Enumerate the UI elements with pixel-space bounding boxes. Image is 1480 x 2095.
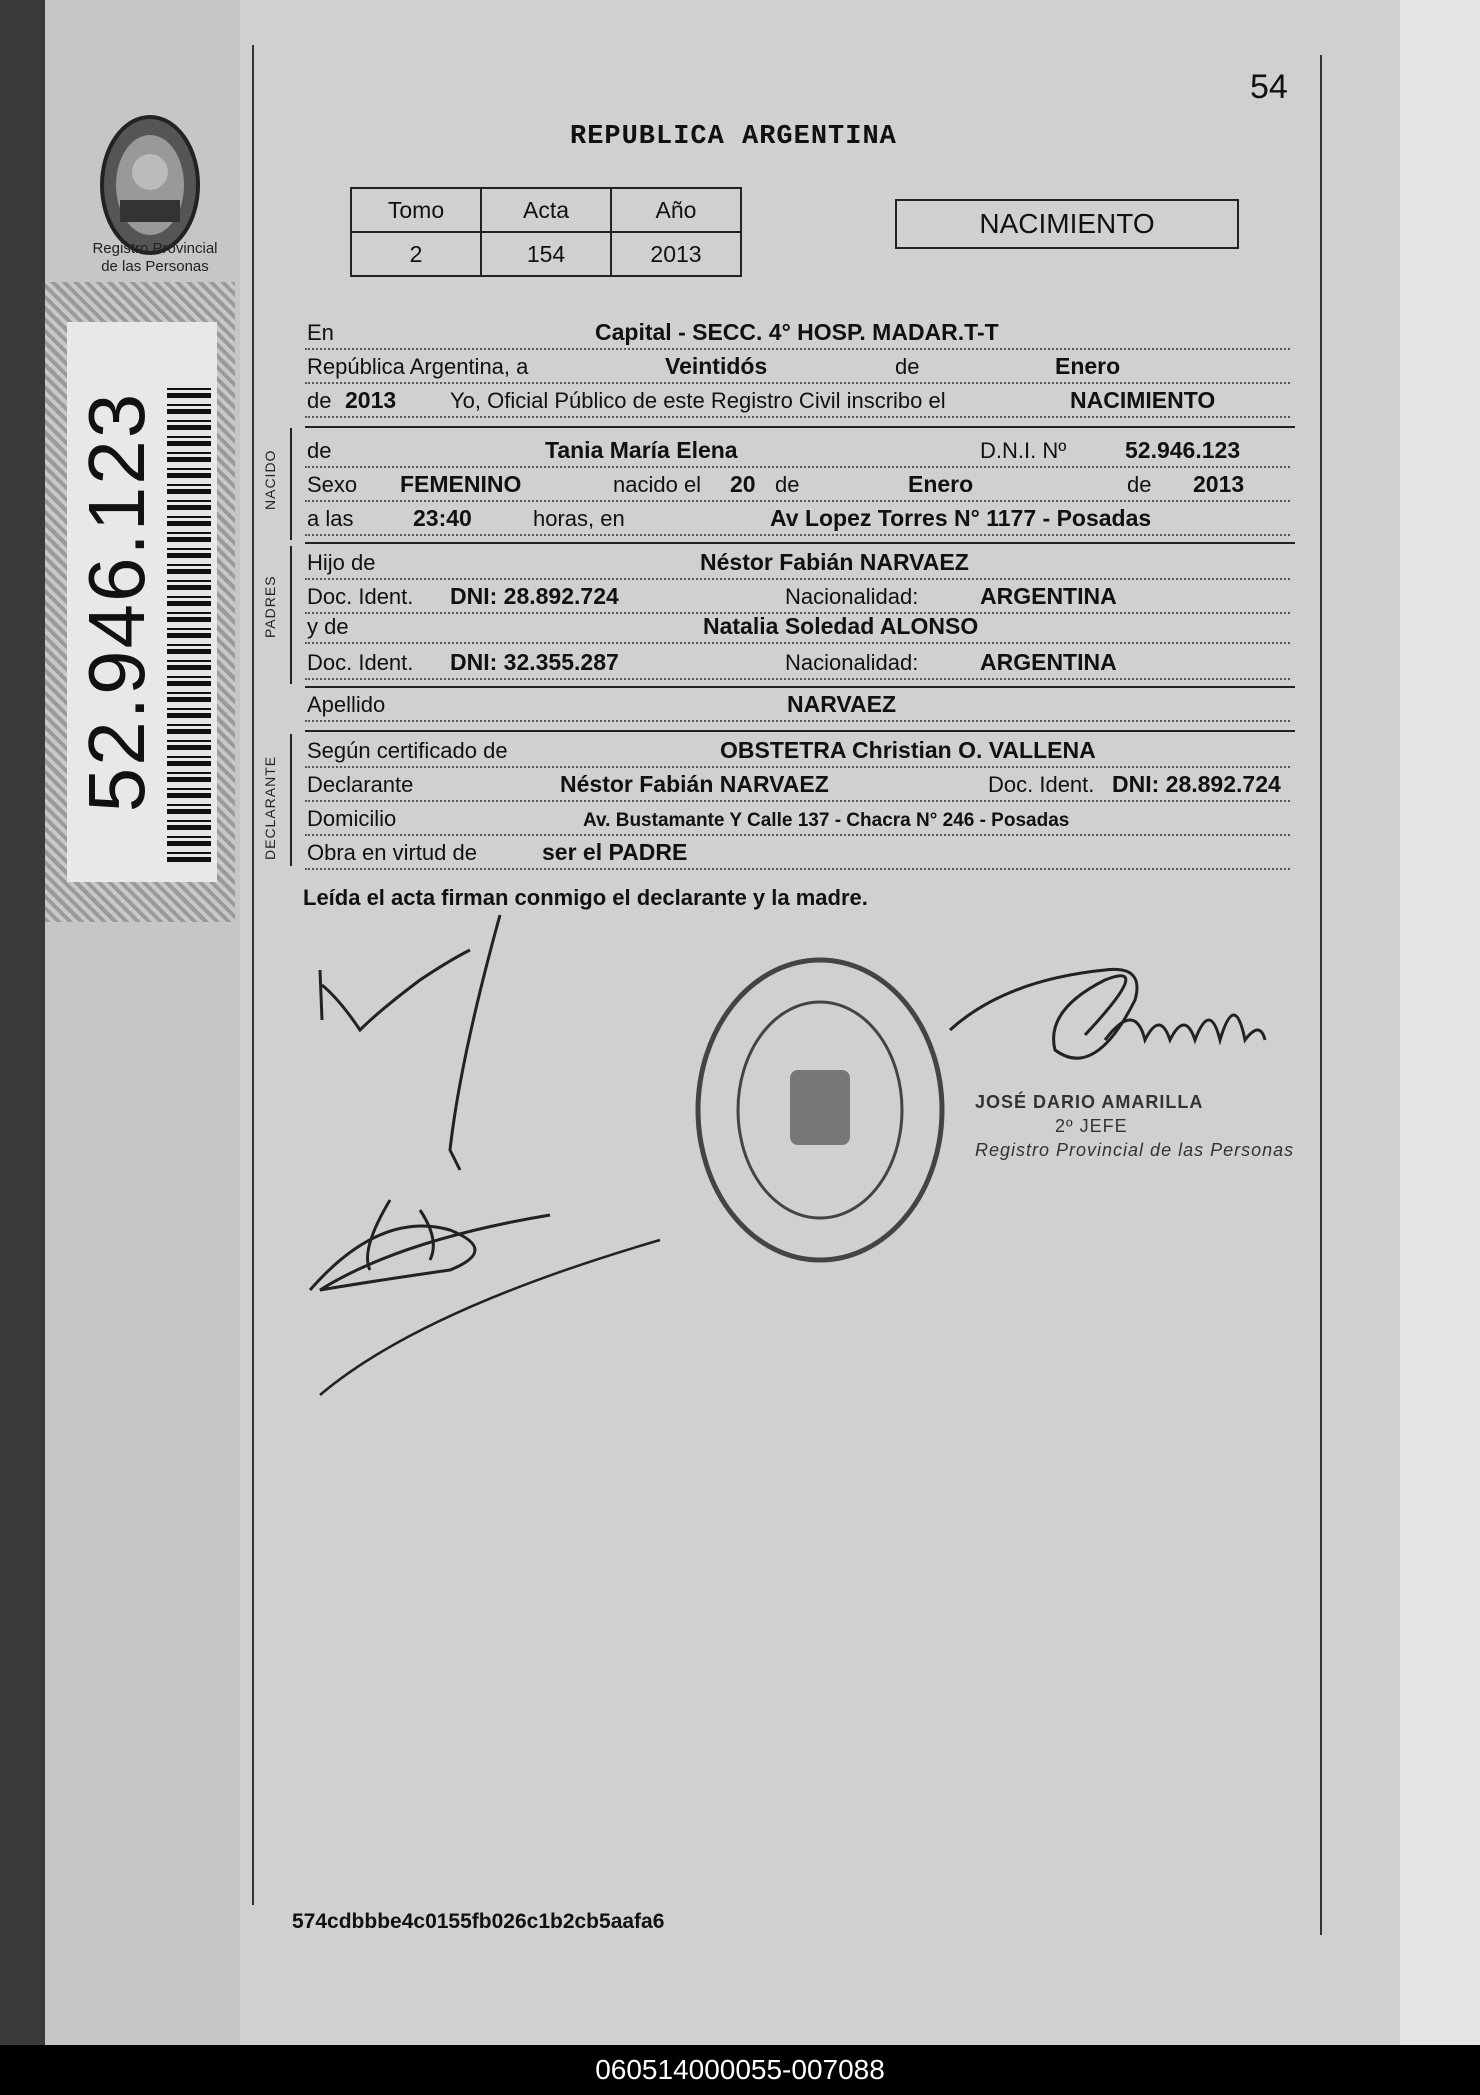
row-nombre (305, 436, 1290, 468)
footer-id: 060514000055-007088 (0, 2045, 1480, 2095)
right-margin-line (1320, 55, 1322, 1935)
value-declarante: Néstor Fabián NARVAEZ (560, 771, 829, 797)
value-mes-registro: Enero (1055, 353, 1121, 379)
value-nombre: Tania María Elena (545, 437, 738, 463)
value-madre: Natalia Soledad ALONSO (703, 613, 979, 639)
label-en: En (307, 320, 334, 345)
label-nac-padre: Nacionalidad: (785, 584, 919, 609)
record-type-box: NACIMIENTO (895, 199, 1239, 249)
row-declarante (305, 770, 1290, 802)
value-padre: Néstor Fabián NARVAEZ (700, 549, 969, 575)
official-title: 2º JEFE (1055, 1116, 1128, 1136)
row-padre (305, 548, 1290, 580)
left-background (0, 0, 50, 2045)
barcode-number: 52.946.123 (72, 391, 161, 813)
nacido-section-bar (290, 428, 292, 540)
label-y-de: y de (307, 614, 349, 639)
value-sexo: FEMENINO (400, 471, 522, 497)
value-madre-nac: ARGENTINA (980, 649, 1117, 675)
tomo-header: Tomo (351, 188, 481, 232)
divider (305, 686, 1295, 688)
value-dia-registro: Veintidós (665, 353, 768, 379)
barcode-icon (167, 382, 211, 862)
value-padre-nac: ARGENTINA (980, 583, 1117, 609)
row-lugar (305, 318, 1290, 350)
label-segun: Según certificado de (307, 738, 508, 763)
label-de-anio: de (1127, 472, 1152, 497)
official-signature (945, 940, 1275, 1090)
divider (305, 730, 1295, 732)
value-anio-registro: 2013 (345, 387, 397, 413)
label-doc-padre: Doc. Ident. (307, 584, 414, 609)
value-declarante-doc: DNI: 28.892.724 (1112, 771, 1281, 797)
label-doc-madre: Doc. Ident. (307, 650, 414, 675)
value-mes-nac: Enero (908, 471, 974, 497)
value-certificado: OBSTETRA Christian O. VALLENA (720, 737, 1096, 763)
label-dni: D.N.I. Nº (980, 438, 1067, 463)
label-obra: Obra en virtud de (307, 840, 477, 865)
official-name: JOSÉ DARIO AMARILLA (975, 1092, 1204, 1112)
value-dia-nac: 20 (730, 471, 756, 497)
section-declarante: DECLARANTE (262, 755, 278, 860)
section-nacido: NACIDO (262, 449, 278, 510)
value-padre-doc: DNI: 28.892.724 (450, 583, 619, 609)
label-de-name: de (307, 438, 332, 463)
row-apellido (305, 690, 1290, 722)
label-de: de (895, 354, 920, 379)
document-hash: 574cdbbbe4c0155fb026c1b2cb5aafa6 (292, 1910, 665, 1933)
closing-note: Leída el acta firman conmigo el declarante y la madre. (303, 885, 868, 910)
anio-value: 2013 (611, 232, 741, 276)
label-nac-madre: Nacionalidad: (785, 650, 919, 675)
registry-label-line1: Registro Provincial (92, 240, 218, 257)
left-margin-line (252, 45, 254, 1905)
page-edge (1400, 0, 1480, 2045)
label-oficial: Yo, Oficial Público de este Registro Civil inscribo el (450, 388, 946, 413)
label-domicilio: Domicilio (307, 806, 397, 831)
anio-header: Año (611, 188, 741, 232)
label-hijo-de: Hijo de (307, 550, 376, 575)
row-oficial (305, 386, 1290, 418)
value-tipo: NACIMIENTO (1070, 387, 1216, 413)
official-office: Registro Provincial de las Personas (975, 1140, 1295, 1160)
label-de-mes: de (775, 472, 800, 497)
declarante-section-bar (290, 734, 292, 866)
barcode-inner (67, 322, 217, 882)
row-certificado (305, 736, 1290, 768)
official-stamp-icon (690, 950, 950, 1270)
acta-header: Acta (481, 188, 611, 232)
reference-table (350, 187, 742, 277)
label-horas-en: horas, en (533, 506, 625, 531)
value-anio-nac: 2013 (1193, 471, 1245, 497)
declarant-signature (300, 910, 680, 1410)
row-madre (305, 612, 1290, 644)
row-domicilio (305, 804, 1290, 836)
value-hora: 23:40 (413, 505, 472, 531)
row-madre-doc (305, 648, 1290, 680)
row-fecha-registro (305, 352, 1290, 384)
value-apellido: NARVAEZ (787, 691, 897, 717)
value-lugar: Capital - SECC. 4° HOSP. MADAR.T-T (595, 319, 999, 345)
value-domicilio: Av. Bustamante Y Calle 137 - Chacra N° 246 - Posadas (583, 810, 1070, 831)
row-padre-doc (305, 582, 1290, 614)
divider (305, 542, 1295, 544)
registry-label-line2: de las Personas (101, 258, 209, 275)
official-stamp-text (975, 1090, 1294, 1162)
value-lugar-nac: Av Lopez Torres N° 1177 - Posadas (770, 505, 1152, 531)
page-number: 54 (1250, 68, 1288, 106)
row-sexo (305, 470, 1290, 502)
label-apellido: Apellido (307, 692, 386, 717)
label-sexo: Sexo (307, 472, 358, 497)
label-nacido-el: nacido el (613, 472, 702, 497)
tomo-value: 2 (351, 232, 481, 276)
divider (305, 426, 1295, 428)
section-padres: PADRES (262, 575, 278, 638)
row-obra (305, 838, 1290, 870)
document-title: REPUBLICA ARGENTINA (570, 122, 897, 152)
value-obra: ser el PADRE (542, 839, 688, 865)
row-hora (305, 504, 1290, 536)
acta-value: 154 (481, 232, 611, 276)
barcode-panel (45, 282, 235, 922)
label-republica: República Argentina, a (307, 354, 529, 379)
registry-label (80, 240, 230, 276)
value-madre-doc: DNI: 32.355.287 (450, 649, 619, 675)
value-dni: 52.946.123 (1125, 437, 1241, 463)
label-declarante: Declarante (307, 772, 414, 797)
label-a-las: a las (307, 506, 354, 531)
label-de-year: de (307, 388, 332, 413)
padres-section-bar (290, 546, 292, 684)
label-doc-declarante: Doc. Ident. (988, 772, 1095, 797)
